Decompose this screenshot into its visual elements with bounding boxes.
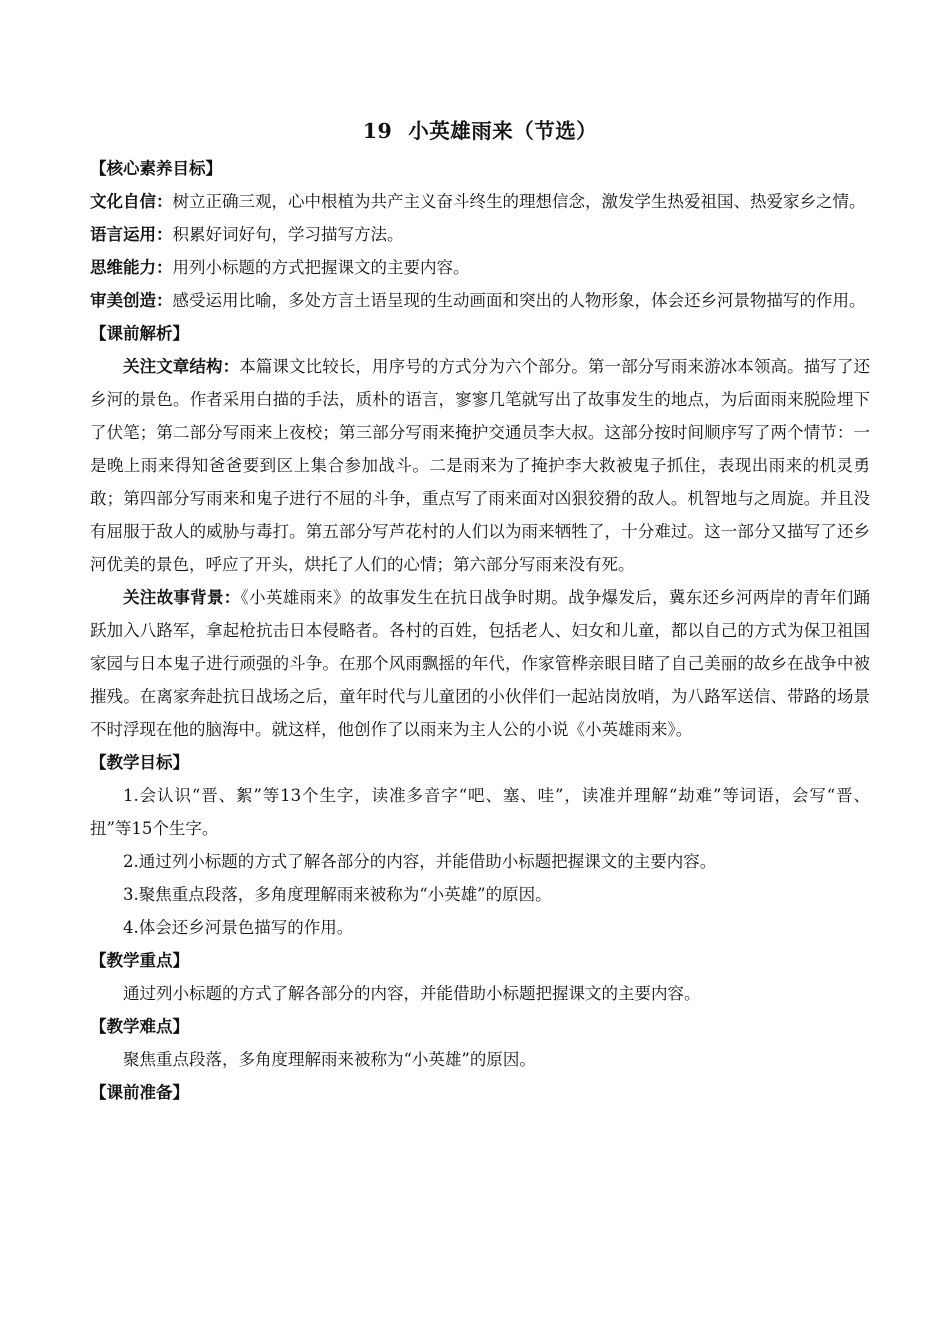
goal-thinking — [90, 251, 870, 284]
section-heading-core-goals: 【核心素养目标】 — [90, 159, 222, 178]
goal-language — [90, 218, 870, 251]
goal-text: 用列小标题的方式把握课文的主要内容。 — [172, 258, 470, 277]
key-points-text: 通过列小标题的方式了解各部分的内容，并能借助小标题把握课文的主要内容。 — [123, 984, 701, 1003]
paragraph-lead: 关注故事背景： — [123, 588, 241, 607]
goal-culture — [90, 185, 870, 218]
section-heading-key-points: 【教学重点】 — [90, 951, 189, 970]
document-body — [90, 116, 870, 1109]
paragraph-text: 本篇课文比较长，用序号的方式分为六个部分。第一部分写雨来游冰本领高。描写了还乡河的景色。作者采用白描的手法，质朴的语言，寥寥几笔就写出了故事发生的地点，为后面雨来脱险埋下了伏笔；第二部分写雨来上夜校；第三部分写雨来掩护交通员李大叔。这部分按时间顺序写了两个情节：一是晚上雨来得知爸爸要到区上集合参加战斗。二是雨来为了掩护李大救被鬼子抓住，表现出雨来的机灵勇敢；第四部分写雨来和鬼子进行不屈的斗争，重点写了雨来面对凶狠狡猾的敌人。机智地与之周旋。并且没有屈服于敌人的威胁与毒打。第五部分写芦花村的人们以为雨来牺牲了，十分难过。这一部分又描写了还乡河优美的景色，呼应了开头，烘托了人们的心情；第六部分写雨来没有死。 — [90, 357, 871, 574]
goal-text: 树立正确三观，心中根植为共产主义奋斗终生的理想信念，激发学生热爱祖国、热爱家乡之情。 — [172, 192, 866, 211]
teaching-goal-item: 1.会认识“晋、絮”等13个生字，读准多音字“吧、塞、哇”，读准并理解“劫难”等词语，会写“晋、扭”等15个生字。 — [90, 786, 870, 838]
paragraph-structure — [90, 350, 870, 581]
teaching-goal-item: 3.聚焦重点段落，多角度理解雨来被称为“小英雄”的原因。 — [123, 885, 552, 904]
goal-text: 感受运用比喻，多处方言土语呈现的生动画面和突出的人物形象，体会还乡河景物描写的作用。 — [172, 291, 866, 310]
teaching-goal-item: 2.通过列小标题的方式了解各部分的内容，并能借助小标题把握课文的主要内容。 — [123, 852, 717, 871]
paragraph-lead: 关注文章结构： — [123, 357, 240, 376]
teaching-goal-item: 4.体会还乡河景色描写的作用。 — [123, 918, 354, 937]
goal-lead: 文化自信： — [90, 192, 173, 211]
goal-lead: 语言运用： — [90, 225, 173, 244]
page-title — [90, 116, 870, 146]
goal-lead: 审美创造： — [90, 291, 173, 310]
section-heading-difficulties: 【教学难点】 — [90, 1017, 189, 1036]
section-heading-pre-analysis: 【课前解析】 — [90, 324, 189, 343]
goal-lead: 思维能力： — [90, 258, 173, 277]
lesson-title: 小英雄雨来（节选） — [408, 119, 598, 143]
difficulties-text: 聚焦重点段落，多角度理解雨来被称为“小英雄”的原因。 — [123, 1050, 536, 1069]
goal-aesthetic — [90, 284, 870, 317]
goal-text: 积累好词好句，学习描写方法。 — [172, 225, 404, 244]
section-heading-teaching-goals: 【教学目标】 — [90, 753, 189, 772]
paragraph-text: 《小英雄雨来》的故事发生在抗日战争时期。战争爆发后，冀东还乡河两岸的青年们踊跃加入八路军，拿起枪抗击日本侵略者。各村的百姓，包括老人、妇女和儿童，都以自己的方式为保卫祖国家园与日本鬼子进行顽强的斗争。在那个风雨飘摇的年代，作家管桦亲眼目睹了自己美丽的故乡在战争中被摧残。在离家奔赴抗日战场之后，童年时代与儿童团的小伙伴们一起站岗放哨，为八路军送信、带路的场景不时浮现在他的脑海中。就这样，他创作了以雨来为主人公的小说《小英雄雨来》。 — [90, 588, 871, 739]
lesson-number: 19 — [362, 119, 393, 143]
section-heading-preparation: 【课前准备】 — [90, 1083, 189, 1102]
paragraph-background — [90, 581, 870, 746]
